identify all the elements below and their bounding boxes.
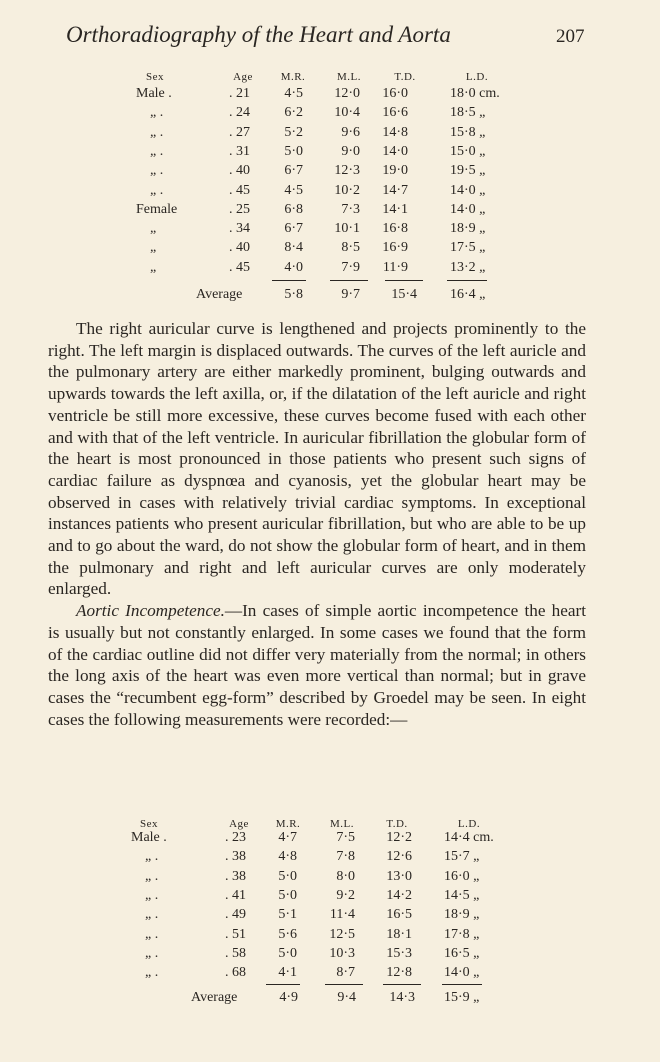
average-cell: 9·7 [341, 287, 360, 302]
table-cell: . 25 [229, 201, 250, 217]
average-cell: 15·9 „ [444, 990, 480, 1005]
table-cell: 9·6 [341, 124, 360, 140]
table-cell: 4·5 [284, 86, 303, 101]
table-cell: . 31 [229, 143, 250, 159]
table-cell: 14·7 [382, 182, 408, 198]
table-cell: 12·0 [334, 86, 360, 101]
table-cell: „ [150, 259, 157, 275]
table-cell: 12·3 [334, 163, 360, 179]
table-cell: 16·5 [386, 907, 412, 923]
table-cell: 5·0 [278, 945, 297, 961]
table-cell: 17·5 „ [450, 240, 486, 256]
table-cell: 6·7 [284, 163, 303, 179]
average-cell: 5·8 [284, 287, 303, 302]
table-cell: 13·0 [386, 868, 412, 884]
table-cell: 11·9 [382, 259, 408, 275]
table-cell: „ . [145, 926, 159, 942]
sum-rule [385, 280, 423, 281]
table-cell: 4·1 [278, 965, 297, 981]
running-header: Orthoradiography of the Heart and Aorta [66, 22, 451, 47]
table-cell: 5·6 [278, 926, 297, 942]
table-cell: 4·7 [278, 830, 297, 845]
table-cell: 7·9 [341, 259, 360, 275]
table-cell: 16·0 „ [444, 868, 480, 884]
table-cell: „ [150, 240, 157, 256]
sum-rule [383, 984, 421, 985]
table-cell: 18·5 „ [450, 105, 486, 121]
table-cell: 12·8 [386, 965, 412, 981]
table-cell: 7·5 [336, 830, 355, 845]
table-cell: 4·8 [278, 849, 297, 865]
table-cell: . 21 [229, 86, 250, 101]
table-cell: 10·4 [334, 105, 360, 121]
sum-rule [442, 984, 482, 985]
table-cell: . 38 [225, 868, 246, 884]
page-number: 207 [556, 26, 585, 47]
table-cell: 16·8 [382, 221, 408, 237]
table-cell: „ . [145, 945, 159, 961]
table-cell: . 45 [229, 259, 250, 275]
table-cell: 5·2 [284, 124, 303, 140]
average-cell: 16·4 „ [450, 287, 486, 302]
table-cell: 16·5 „ [444, 945, 480, 961]
table-cell: 11·4 [329, 907, 355, 923]
table-cell: 14·5 „ [444, 887, 480, 903]
table-cell: 8·5 [341, 240, 360, 256]
column-header: M.L. [337, 71, 361, 83]
table-cell: 16·0 [382, 86, 408, 101]
table-cell: 12·6 [386, 849, 412, 865]
table-cell: 14·8 [382, 124, 408, 140]
table-cell: 8·7 [336, 965, 355, 981]
table-cell: . 49 [225, 907, 246, 923]
table-cell: . 24 [229, 105, 250, 121]
table-cell: „ . [150, 182, 164, 198]
table-cell: 18·1 [386, 926, 412, 942]
column-header: Age [233, 71, 253, 83]
column-header: T.D. [386, 818, 408, 830]
column-header: L.D. [457, 818, 481, 830]
column-header: Age [229, 818, 249, 830]
table-cell: 10·2 [334, 182, 360, 198]
column-header: T.D. [394, 71, 416, 83]
table-cell: 9·2 [336, 887, 355, 903]
table-cell: 12·5 [329, 926, 355, 942]
table-cell: . 23 [225, 830, 246, 845]
sum-rule [325, 984, 363, 985]
table-cell: 15·7 „ [444, 849, 480, 865]
average-cell: 4·9 [279, 990, 298, 1005]
table-cell: „ . [145, 868, 159, 884]
table-cell: 14·0 „ [444, 965, 480, 981]
average-cell: 9·4 [337, 990, 356, 1005]
paragraph-aortic [48, 600, 586, 730]
sum-rule [330, 280, 368, 281]
table-cell: „ . [150, 124, 164, 140]
table-cell: 7·8 [336, 849, 355, 865]
table-cell: 14·0 „ [450, 201, 486, 217]
table-cell: . 41 [225, 887, 246, 903]
table-cell: 7·3 [341, 201, 360, 217]
table-cell: „ . [145, 907, 159, 923]
table-cell: . 68 [225, 965, 246, 981]
table-cell: 13·2 „ [450, 259, 486, 275]
sum-rule [266, 984, 300, 985]
table-cell: 15·8 „ [450, 124, 486, 140]
body-text [48, 318, 586, 730]
table-cell: 19·0 [382, 163, 408, 179]
table-cell: Male . [131, 830, 167, 845]
average-cell: 14·3 [389, 990, 415, 1005]
table-cell: 8·0 [336, 868, 355, 884]
table-cell: 6·8 [284, 201, 303, 217]
table-cell: „ . [145, 887, 159, 903]
table-cell: Female [136, 201, 178, 217]
column-header: Sex [146, 71, 164, 83]
table-cell: 8·4 [284, 240, 303, 256]
table-cell: 6·7 [284, 221, 303, 237]
table-cell: 4·0 [284, 259, 303, 275]
table-cell: 14·1 [382, 201, 408, 217]
table-cell: . 45 [229, 182, 250, 198]
column-header: Sex [140, 818, 158, 830]
table-cell: 14·0 „ [450, 182, 486, 198]
column-header: M.R. [275, 818, 301, 830]
table-cell: „ . [145, 965, 159, 981]
table-cell: 14·4 cm. [444, 830, 494, 845]
table-cell: 16·6 [382, 105, 408, 121]
table-cell: . 34 [229, 221, 250, 237]
sum-rule [447, 280, 487, 281]
table-cell: 9·0 [341, 143, 360, 159]
table-cell: 5·1 [278, 907, 297, 923]
table-cell: 15·0 „ [450, 143, 486, 159]
table-cell: . 27 [229, 124, 250, 140]
table-cell: 6·2 [284, 105, 303, 121]
table-cell: . 40 [229, 163, 250, 179]
average-cell: Average [196, 287, 243, 302]
table-cell: 16·9 [382, 240, 408, 256]
aortic-text: —In cases of simple aortic incompetence the heart is usually but not constantly enlarged. In some cases we found that the form of the cardiac outline did not differ very materially from the normal; in others the long axis of the heart was even more vertical than normal; but in grave cases the “recumbent egg-form” described by Groedel may be seen. In eight cases the following measurements were recorded:— [48, 601, 586, 729]
table-cell: 19·5 „ [450, 163, 486, 179]
table-cell: 10·1 [334, 221, 360, 237]
table-cell: 10·3 [329, 945, 355, 961]
column-header: M.R. [280, 71, 306, 83]
table-cell: 5·0 [278, 887, 297, 903]
table-cell: 4·5 [284, 182, 303, 198]
table-cell: . 38 [225, 849, 246, 865]
table-cell: „ . [145, 849, 159, 865]
sum-rule [272, 280, 306, 281]
table-cell: 18·0 cm. [450, 86, 500, 101]
average-cell: Average [191, 990, 238, 1005]
table-cell: . 58 [225, 945, 246, 961]
aortic-heading: Aortic Incompetence. [76, 601, 225, 621]
column-header: L.D. [465, 71, 489, 83]
table-cell: 14·2 [386, 887, 412, 903]
table-cell: 12·2 [386, 830, 412, 845]
average-cell: 15·4 [391, 287, 417, 302]
table-cell: „ . [150, 143, 164, 159]
table-cell: . 40 [229, 240, 250, 256]
table-cell: 17·8 „ [444, 926, 480, 942]
column-header: M.L. [330, 818, 354, 830]
table-cell: Male . [136, 86, 172, 101]
table-cell: . 51 [225, 926, 246, 942]
table-cell: „ . [150, 163, 164, 179]
table-cell: „ . [150, 105, 164, 121]
table-cell: 5·0 [284, 143, 303, 159]
table-cell: 5·0 [278, 868, 297, 884]
table-cell: 15·3 [386, 945, 412, 961]
table-cell: 18·9 „ [444, 907, 480, 923]
paragraph-auricular: The right auricular curve is lengthened and projects prominently to the right. The left margin is displaced outwards. The curves of the left auricle and the pulmonary artery are either markedly prominent, bulging outwards and upwards towards the left axilla, or, if the dilatation of the left auricle and right ventricle be still more excessive, these curves become fused with each other and with that of the left ventricle. In auricular fibrillation the globular form of the heart is most pronounced in those patients who present such signs of cardiac failure as dyspnœa and cyanosis, yet the globular heart may be observed in cases with relatively trivial cardiac symptoms. In exceptional instances patients who present auricular fibrillation, but who are able to be up and to go about the ward, do not show the globular form of heart, and in them the pulmonary and right and left auricular curves are only moderately enlarged. [48, 319, 586, 599]
table-cell: 14·0 [382, 143, 408, 159]
table-cell: „ [150, 221, 157, 237]
table-cell: 18·9 „ [450, 221, 486, 237]
